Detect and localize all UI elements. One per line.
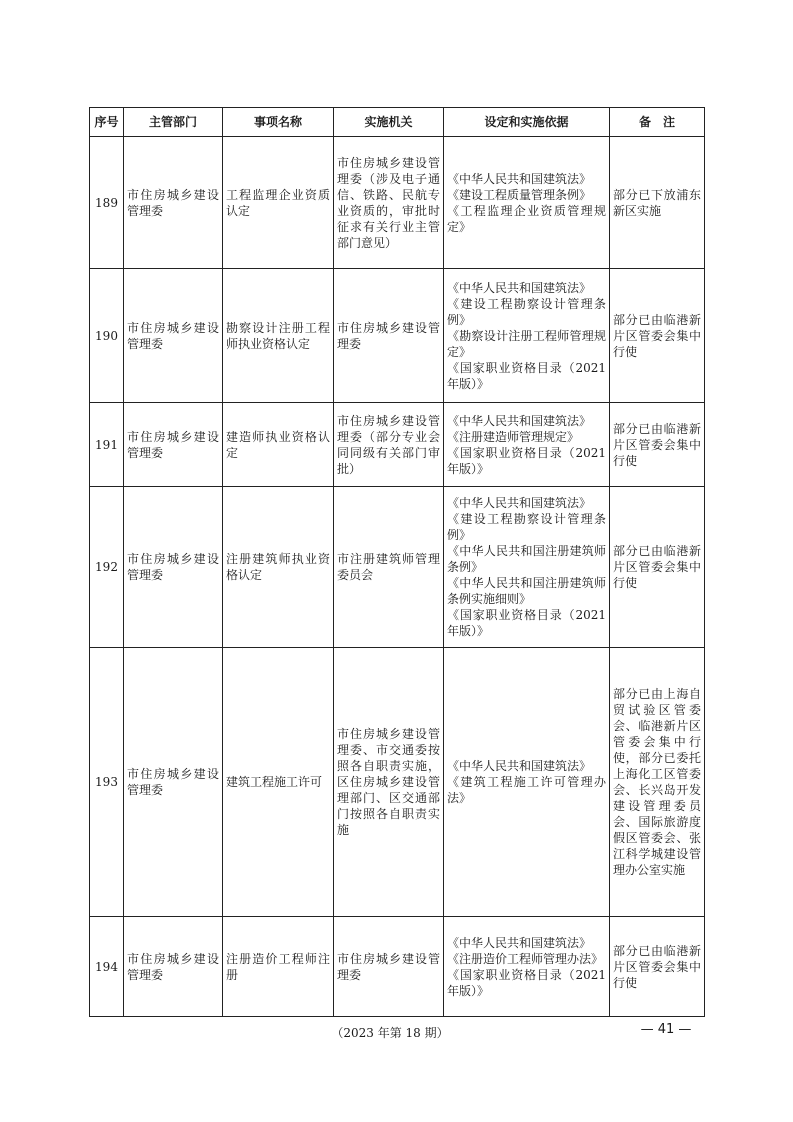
row-number: 189 (90, 137, 124, 269)
row-note: 部分已由临港新片区管委会集中行使 (610, 403, 705, 487)
row-department: 市住房城乡建设管理委 (124, 403, 223, 487)
row-number: 192 (90, 487, 124, 648)
header-number: 序号 (90, 108, 124, 137)
row-number: 190 (90, 269, 124, 403)
row-item-name: 勘察设计注册工程师执业资格认定 (223, 269, 334, 403)
basis-line: 《勘察设计注册工程师管理规定》 (447, 328, 606, 359)
header-department: 主管部门 (124, 108, 223, 137)
basis-line: 《建设工程勘察设计管理条例》 (447, 296, 606, 327)
row-number: 193 (90, 648, 124, 917)
row-department: 市住房城乡建设管理委 (124, 917, 223, 1017)
row-number: 194 (90, 917, 124, 1017)
issue-label: （2023 年第 18 期） (331, 1026, 449, 1040)
row-department: 市住房城乡建设管理委 (124, 487, 223, 648)
row-item-name: 建造师执业资格认定 (223, 403, 334, 487)
row-department: 市住房城乡建设管理委 (124, 648, 223, 917)
row-agency: 市住房城乡建设管理委（部分专业会同同级有关部门审批） (334, 403, 444, 487)
row-department: 市住房城乡建设管理委 (124, 269, 223, 403)
row-item-name: 注册造价工程师注册 (223, 917, 334, 1017)
basis-line: 《中华人民共和国建筑法》 (447, 280, 592, 295)
regulation-table (89, 107, 705, 1017)
basis-line: 《中华人民共和国注册建筑师条例》 (447, 544, 606, 574)
table-row (90, 137, 705, 269)
row-item-name: 注册建筑师执业资格认定 (223, 487, 334, 648)
row-item-name: 建筑工程施工许可 (223, 648, 334, 917)
basis-line: 《建设工程勘察设计管理条例》 (447, 512, 606, 542)
row-agency: 市住房城乡建设管理委、市交通委按照各自职责实施，区住房城乡建设管理部门、区交通部门按照各自职责实施 (334, 648, 444, 917)
row-agency: 市注册建筑师管理委员会 (334, 487, 444, 648)
basis-line: 《国家职业资格目录（2021年版）》 (447, 967, 606, 998)
table-row (90, 917, 705, 1017)
basis-line: 《建设工程质量管理条例》 (447, 187, 592, 202)
basis-line: 《中华人民共和国建筑法》 (447, 759, 592, 773)
basis-line: 《中华人民共和国注册建筑师条例实施细则》 (447, 576, 606, 606)
basis-line: 《中华人民共和国建筑法》 (447, 496, 592, 510)
basis-line: 《国家职业资格目录（2021年版）》 (447, 360, 606, 391)
table-row (90, 269, 705, 403)
row-note: 部分已由临港新片区管委会集中行使 (610, 917, 705, 1017)
row-note: 部分已下放浦东新区实施 (610, 137, 705, 269)
header-note: 备 注 (610, 108, 705, 137)
basis-line: 《注册建造师管理规定》 (447, 429, 580, 444)
row-agency: 市住房城乡建设管理委（涉及电子通信、铁路、民航专业资质的，审批时征求有关行业主管部门意见） (334, 137, 444, 269)
row-basis (444, 137, 610, 269)
row-note: 部分已由上海自贸试验区管委会、临港新片区管委会集中行使，部分已委托上海化工区管委会、长兴岛开发建设管理委员会、国际旅游度假区管委会、张江科学城建设管理办公室实施 (610, 648, 705, 917)
row-note: 部分已由临港新片区管委会集中行使 (610, 269, 705, 403)
basis-line: 《工程监理企业资质管理规定》 (447, 203, 606, 234)
row-basis (444, 648, 610, 917)
row-agency: 市住房城乡建设管理委 (334, 269, 444, 403)
basis-line: 《注册造价工程师管理办法》 (447, 951, 604, 966)
header-basis: 设定和实施依据 (444, 108, 610, 137)
table-header-row (90, 108, 705, 137)
row-basis (444, 487, 610, 648)
basis-line: 《中华人民共和国建筑法》 (447, 413, 592, 428)
basis-line: 《中华人民共和国建筑法》 (447, 935, 592, 950)
basis-line: 《中华人民共和国建筑法》 (447, 171, 592, 186)
row-basis (444, 917, 610, 1017)
table-row (90, 648, 705, 917)
page-number: — 41 — (640, 1022, 692, 1037)
table-row (90, 403, 705, 487)
row-basis (444, 403, 610, 487)
basis-line: 《国家职业资格目录（2021年版）》 (447, 445, 606, 476)
row-agency: 市住房城乡建设管理委 (334, 917, 444, 1017)
basis-line: 《国家职业资格目录（2021年版）》 (447, 608, 606, 638)
row-note: 部分已由临港新片区管委会集中行使 (610, 487, 705, 648)
row-number: 191 (90, 403, 124, 487)
header-agency: 实施机关 (334, 108, 444, 137)
header-item-name: 事项名称 (223, 108, 334, 137)
table-row (90, 487, 705, 648)
row-department: 市住房城乡建设管理委 (124, 137, 223, 269)
row-item-name: 工程监理企业资质认定 (223, 137, 334, 269)
basis-line: 《建筑工程施工许可管理办法》 (447, 775, 606, 805)
row-basis (444, 269, 610, 403)
